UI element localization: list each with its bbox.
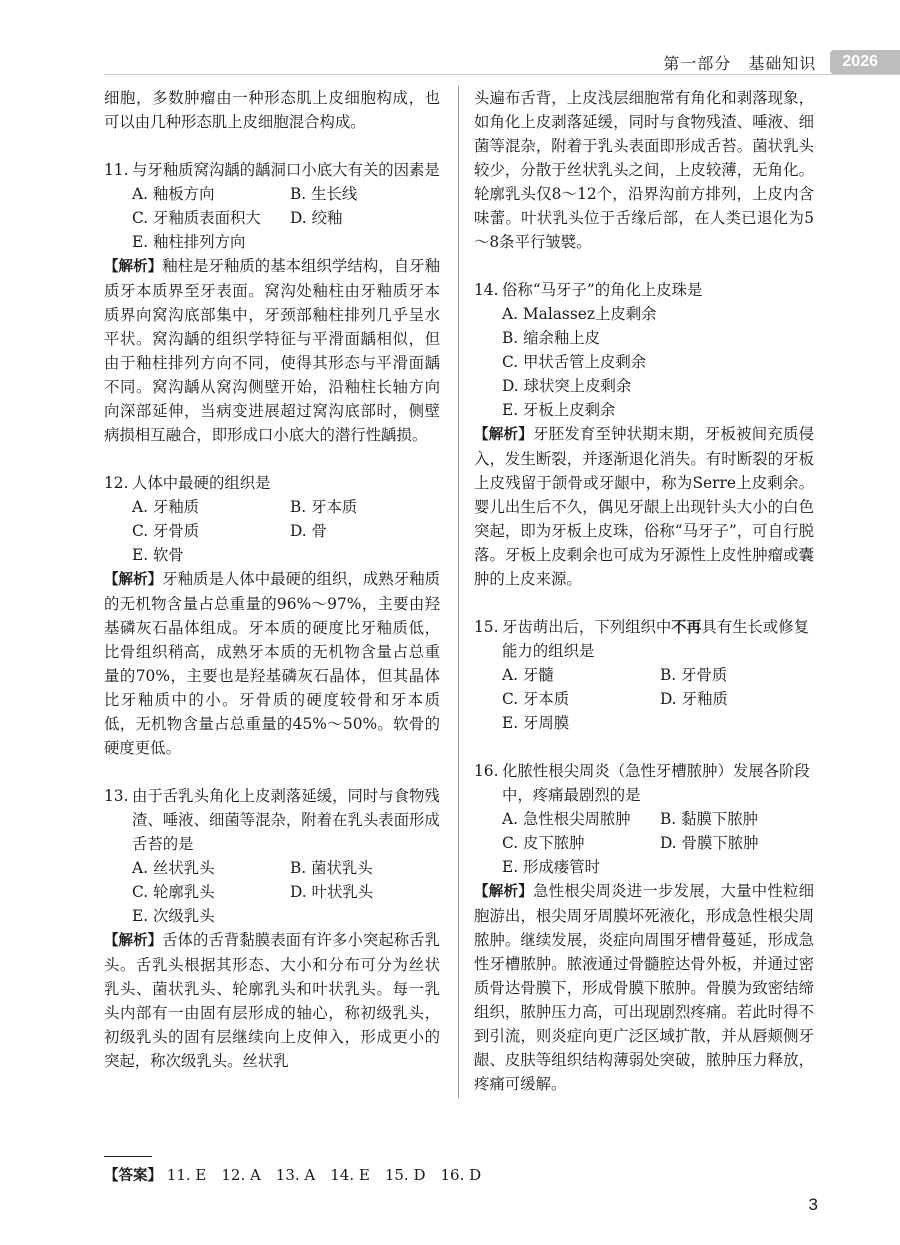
option-c: C. 皮下脓肿 xyxy=(502,834,585,852)
option-c: C. 牙釉质表面积大 xyxy=(132,209,261,227)
analysis-text: 牙釉质是人体中最硬的组织，成熟牙釉质的无机物含量占总重量的96%～97%，主要由羟基磷灰石晶体组成。牙本质的硬度比牙釉质低，比骨组织稍高，成熟牙本质的无机物含量占总重量的70%，主要也是羟基磷灰石晶体，但其晶体比牙釉质中的小。牙骨质的硬度较骨和牙本质低，无机物含量占总重量的45%～50%。软骨的硬度更低。 xyxy=(104,570,440,757)
question-text xyxy=(502,615,814,663)
option-a: A. 丝状乳头 xyxy=(132,859,215,877)
analysis-text: 舌体的舌背黏膜表面有许多小突起称舌乳头。舌乳头根据其形态、大小和分布可分为丝状乳头、菌状乳头、轮廓乳头和叶状乳头。每一乳头内部有一由固有层形成的轴心，称初级乳头，初级乳头的固有层继续向上皮伸入，形成更小的突起，称次级乳头。丝状乳 xyxy=(104,931,440,1070)
option-e: E. 软骨 xyxy=(132,546,184,564)
question-stem xyxy=(474,615,814,663)
question-text: 与牙釉质窝沟龋的龋洞口小底大有关的因素是 xyxy=(132,161,440,179)
answer-list: 11. E 12. A 13. A 14. E 15. D 16. D xyxy=(166,1166,482,1184)
analysis-text: 急性根尖周炎进一步发展，大量中性粒细胞游出，根尖周牙周膜坏死液化，形成急性根尖周脓肿。继续发展，炎症向周围牙槽骨蔓延，形成急性牙槽脓肿。脓液通过骨髓腔达骨外板，并通过密质骨达骨膜下，形成骨膜下脓肿。骨膜为致密结缔组织，脓肿压力高，可出现剧烈疼痛。若此时得不到引流，则炎症向更广泛区域扩散，并从唇颊侧牙龈、皮肤等组织结构薄弱处突破，脓肿压力释放，疼痛可缓解。 xyxy=(474,882,814,1093)
page-number: 3 xyxy=(808,1195,818,1214)
option-b: B. 缩余釉上皮 xyxy=(502,329,601,347)
question-11 xyxy=(104,158,440,447)
right-column xyxy=(474,86,814,1096)
left-column xyxy=(104,86,440,1073)
analysis-tag: 【解析】 xyxy=(474,884,533,900)
option-e: E. 形成瘘管时 xyxy=(502,858,600,876)
answer-key xyxy=(104,1163,481,1188)
option-d: D. 球状突上皮剩余 xyxy=(502,377,632,395)
question-13 xyxy=(104,784,440,1073)
question-stem xyxy=(474,278,814,302)
option-e: E. 釉柱排列方向 xyxy=(132,233,246,251)
option-b: B. 黏膜下脓肿 xyxy=(660,810,759,828)
option-e: E. 次级乳头 xyxy=(132,907,215,925)
question-text: 由于舌乳头角化上皮剥落延缓，同时与食物残渣、唾液、细菌等混杂，附着在乳头表面形成舌苔的是 xyxy=(132,787,440,853)
option-c: C. 甲状舌管上皮剩余 xyxy=(502,353,647,371)
option-a: A. 釉板方向 xyxy=(132,185,215,203)
question-stem xyxy=(104,158,440,182)
answer-tag: 【答案】 xyxy=(104,1168,162,1184)
question-number: 14. xyxy=(474,281,499,299)
analysis-tag: 【解析】 xyxy=(104,259,163,275)
question-16 xyxy=(474,759,814,1096)
question-text: 俗称“马牙子”的角化上皮珠是 xyxy=(502,281,703,299)
analysis xyxy=(474,879,814,1096)
answers-rule xyxy=(104,1156,152,1157)
option-c: C. 轮廓乳头 xyxy=(132,883,215,901)
option-c: C. 牙骨质 xyxy=(132,522,200,540)
question-text: 化脓性根尖周炎（急性牙槽脓肿）发展各阶段中，疼痛最剧烈的是 xyxy=(502,762,810,804)
question-number: 13. xyxy=(104,787,129,805)
options xyxy=(104,856,440,928)
option-b: B. 生长线 xyxy=(290,185,358,203)
option-b: B. 牙骨质 xyxy=(660,666,728,684)
option-c: C. 牙本质 xyxy=(502,690,570,708)
analysis xyxy=(104,928,440,1073)
column-divider xyxy=(458,86,459,1098)
options xyxy=(474,302,814,422)
question-15 xyxy=(474,615,814,735)
option-d: D. 骨 xyxy=(290,522,327,540)
question-number: 11. xyxy=(104,161,129,179)
option-a: A. Malassez上皮剩余 xyxy=(502,305,657,323)
option-a: A. 急性根尖周脓肿 xyxy=(502,810,631,828)
analysis xyxy=(104,254,440,447)
option-a: A. 牙髓 xyxy=(502,666,554,684)
question-14 xyxy=(474,278,814,591)
question-number: 15. xyxy=(474,618,499,636)
analysis-tag: 【解析】 xyxy=(104,572,163,588)
emphasis-text: 不再 xyxy=(671,618,702,636)
question-stem xyxy=(104,784,440,856)
option-d: D. 绞釉 xyxy=(290,209,343,227)
analysis-text: 牙胚发育至钟状期末期，牙板被间充质侵入，发生断裂，并逐渐退化消失。有时断裂的牙板上皮残留于颌骨或牙龈中，称为Serre上皮剩余。婴儿出生后不久，偶见牙龈上出现针头大小的白色突起，即为牙板上皮珠，俗称“马牙子”，可自行脱落。牙板上皮剩余也可成为牙源性上皮性肿瘤或囊肿的上皮来源。 xyxy=(474,425,814,588)
analysis-text: 釉柱是牙釉质的基本组织学结构，自牙釉质牙本质界至牙表面。窝沟处釉柱由牙釉质牙本质界向窝沟底部集中，牙颈部釉柱排列几乎呈水平状。窝沟龋的组织学特征与平滑面龋相似，但由于釉柱排列方向不同，使得其形态与平滑面龋不同。窝沟龋从窝沟侧壁开始，沿釉柱长轴方向向深部延伸，当病变进展超过窝沟底部时，侧壁病损相互融合，即形成口小底大的潜行性龋损。 xyxy=(104,257,440,444)
question-number: 12. xyxy=(104,474,129,492)
intro-paragraph: 细胞，多数肿瘤由一种形态肌上皮细胞构成，也可以由几种形态肌上皮细胞混合构成。 xyxy=(104,89,440,131)
question-text-part: 具有生长或修复能力的组织是 xyxy=(502,618,810,660)
section-title: 第一部分 基础知识 xyxy=(663,53,817,73)
question-stem xyxy=(104,471,440,495)
question-text-part: 牙齿萌出后，下列组织中 xyxy=(502,618,672,636)
question-stem xyxy=(474,759,814,807)
analysis-tag: 【解析】 xyxy=(104,933,163,949)
options xyxy=(474,663,814,735)
options xyxy=(104,182,440,254)
page-header xyxy=(663,50,900,74)
question-12 xyxy=(104,471,440,760)
option-b: B. 菌状乳头 xyxy=(290,859,373,877)
analysis xyxy=(474,422,814,591)
continued-paragraph: 头遍布舌背，上皮浅层细胞常有角化和剥落现象，如角化上皮剥落延缓，同时与食物残渣、唾液、细菌等混杂，附着于乳头表面即形成舌苔。菌状乳头较少，分散于丝状乳头之间，上皮较薄，无角化。轮廓乳头仅8～12个，沿界沟前方排列，上皮内含味蕾。叶状乳头位于舌缘后部，在人类已退化为5～8条平行皱襞。 xyxy=(474,89,814,251)
question-text: 人体中最硬的组织是 xyxy=(132,474,271,492)
option-d: D. 骨膜下脓肿 xyxy=(660,834,759,852)
options xyxy=(104,495,440,567)
option-d: D. 叶状乳头 xyxy=(290,883,374,901)
option-e: E. 牙周膜 xyxy=(502,714,570,732)
year-badge: 2026 xyxy=(830,50,900,74)
analysis-tag: 【解析】 xyxy=(474,427,533,443)
question-number: 16. xyxy=(474,762,499,780)
option-b: B. 牙本质 xyxy=(290,498,358,516)
header-rule xyxy=(104,74,900,75)
option-a: A. 牙釉质 xyxy=(132,498,200,516)
option-d: D. 牙釉质 xyxy=(660,690,728,708)
option-e: E. 牙板上皮剩余 xyxy=(502,401,616,419)
options xyxy=(474,807,814,879)
analysis xyxy=(104,567,440,760)
